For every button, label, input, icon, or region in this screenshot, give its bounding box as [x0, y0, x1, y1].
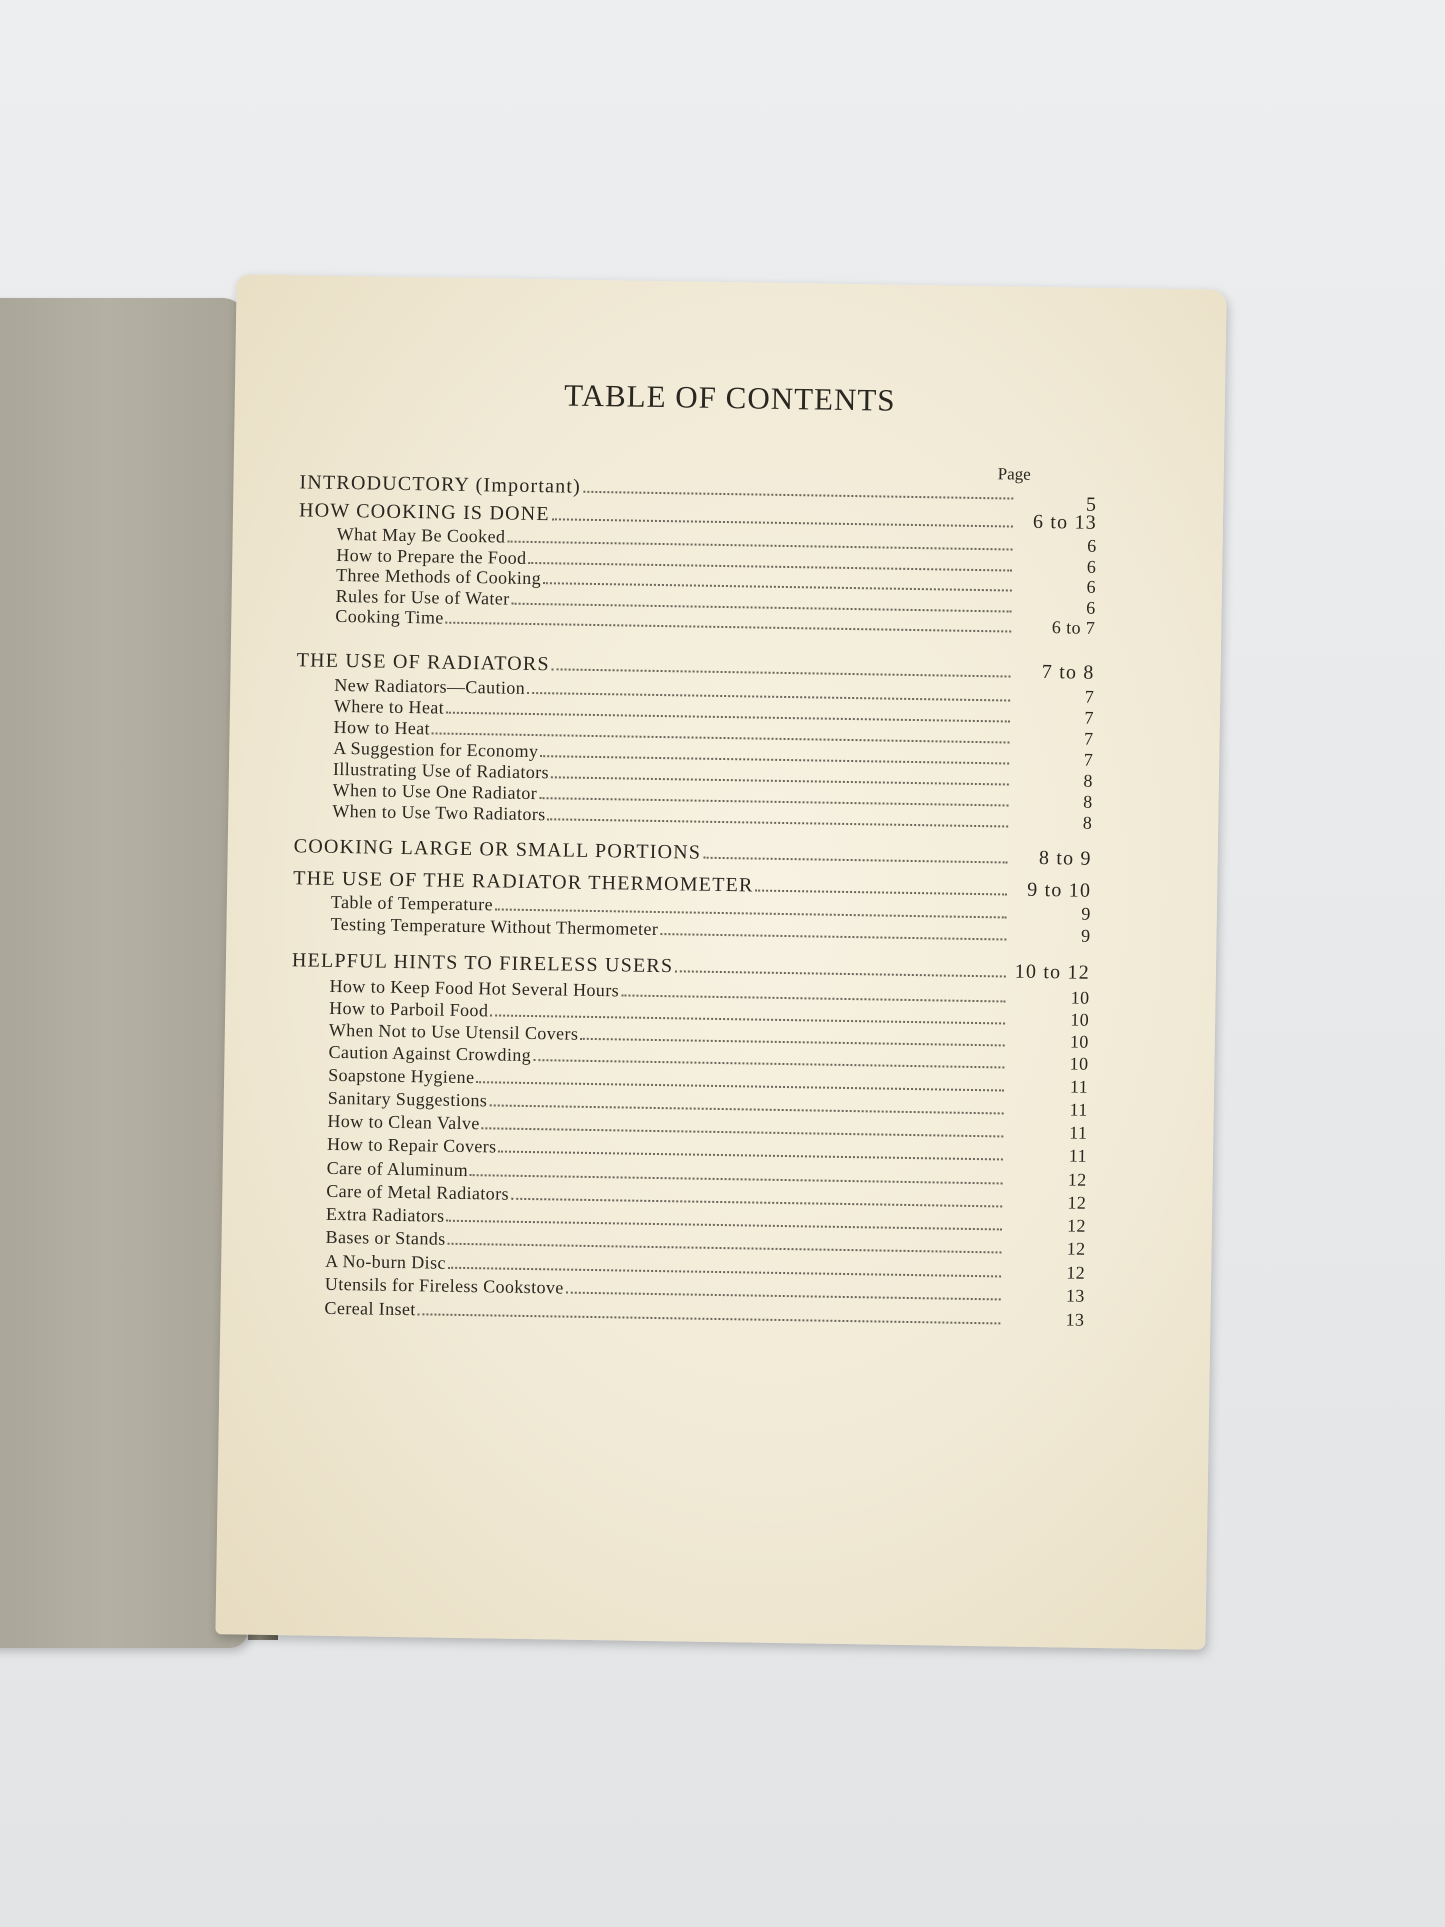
dot-leader — [566, 1292, 1001, 1301]
dot-leader — [548, 818, 1009, 827]
toc-entry-page: 6 — [1086, 597, 1096, 618]
toc-entry-label: New Radiators—Caution — [334, 674, 526, 698]
toc-entry-page: 10 to 12 — [1014, 960, 1091, 984]
dot-leader — [448, 1243, 1002, 1254]
dot-leader — [533, 1059, 1004, 1068]
toc-entry-label: When Not to Use Utensil Covers — [328, 1019, 579, 1044]
dot-leader — [660, 933, 1006, 940]
dot-leader — [511, 1198, 1002, 1208]
toc-entry-label: Care of Aluminum — [326, 1157, 469, 1181]
toc-entry-page: 11 — [1069, 1122, 1088, 1143]
toc-entry-label: Bases or Stands — [325, 1226, 446, 1249]
dot-leader — [552, 668, 1011, 677]
toc-entry-page: 9 to 10 — [1027, 878, 1092, 902]
page-title: TABLE OF CONTENTS — [563, 377, 896, 418]
toc-entry-label: How to Heat — [333, 716, 431, 739]
toc-entry-page: 9 — [1081, 903, 1091, 924]
toc-entry-label: How to Keep Food Hot Several Hours — [329, 975, 620, 1001]
toc-entry-page: 6 — [1086, 556, 1097, 577]
toc-entry-page: 7 — [1084, 707, 1095, 728]
toc-entry-page: 10 — [1069, 1053, 1089, 1074]
toc-entry-page: 8 — [1083, 770, 1094, 791]
table-of-contents — [215, 274, 1226, 1649]
dot-leader — [675, 970, 1006, 977]
toc-entry-page: 7 to 8 — [1041, 661, 1095, 684]
toc-entry-label: Cereal Inset — [324, 1297, 416, 1320]
toc-entry-page: 5 — [1085, 493, 1098, 516]
toc-entry-label: Three Methods of Cooking — [335, 564, 542, 589]
toc-entry-page: 7 — [1083, 728, 1094, 749]
dot-leader — [448, 1267, 1001, 1278]
toc-entry-page: 10 — [1070, 987, 1090, 1008]
toc-entry-page: 12 — [1066, 1215, 1087, 1236]
dot-leader — [703, 857, 1007, 864]
toc-entry-label: Utensils for Fireless Cookstove — [324, 1273, 564, 1298]
toc-entry-page: 7 — [1084, 686, 1095, 707]
toc-entry-label: Where to Heat — [333, 695, 445, 718]
toc-entry-page: 8 — [1082, 791, 1093, 812]
toc-entry-page: 8 to 9 — [1038, 846, 1092, 870]
toc-entry-label: A No-burn Disc — [325, 1250, 446, 1273]
toc-entry-page: 12 — [1066, 1238, 1086, 1259]
toc-entry-label: How to Repair Covers — [326, 1133, 497, 1157]
toc-entry-label: Extra Radiators — [325, 1203, 445, 1226]
toc-entry-label: Rules for Use of Water — [335, 585, 510, 609]
dot-leader — [498, 1151, 1002, 1161]
toc-entry-page: 8 — [1082, 812, 1093, 833]
dot-leader — [470, 1174, 1003, 1184]
contents-page — [215, 274, 1226, 1649]
toc-entry-label: How to Prepare the Food — [336, 544, 527, 568]
toc-entry-label: Caution Against Crowding — [328, 1041, 532, 1066]
toc-entry-label: THE USE OF RADIATORS — [296, 649, 550, 676]
toc-entry-label: HELPFUL HINTS TO FIRELESS USERS — [291, 949, 674, 978]
dot-leader — [552, 518, 1013, 527]
dot-leader — [446, 622, 1012, 633]
toc-entry-page: 10 — [1069, 1031, 1089, 1052]
toc-entry-label: Cooking Time — [335, 605, 444, 628]
toc-entry-page: 7 — [1083, 749, 1094, 770]
toc-entry — [294, 835, 1092, 871]
toc-entry-page: 13 — [1065, 1309, 1085, 1330]
toc-entry-page: 9 — [1080, 925, 1091, 946]
toc-entry-page: 6 — [1086, 576, 1097, 597]
toc-entry-label: When to Use Two Radiators — [332, 800, 546, 825]
toc-entry-page: 12 — [1067, 1169, 1087, 1190]
dot-leader — [476, 1081, 1004, 1091]
toc-entry-label: Care of Metal Radiators — [326, 1180, 510, 1204]
toc-entry-page: 10 — [1070, 1009, 1090, 1030]
toc-entry-page: 13 — [1065, 1285, 1085, 1306]
toc-entry-label: COOKING LARGE OR SMALL PORTIONS — [293, 835, 702, 864]
dot-leader — [482, 1127, 1004, 1137]
dot-leader — [755, 890, 1007, 896]
toc-entry-label: Table of Temperature — [330, 891, 494, 915]
toc-entry-label: Soapstone Hygiene — [328, 1064, 475, 1088]
toc-entry-page: 6 — [1087, 535, 1097, 556]
toc-entry-page: 12 — [1066, 1262, 1086, 1283]
booklet-back-cover — [0, 298, 248, 1648]
toc-entry-page: 12 — [1067, 1192, 1087, 1213]
dot-leader — [580, 1038, 1005, 1047]
dot-leader — [621, 994, 1005, 1002]
toc-entry-label: THE USE OF THE RADIATOR THERMOMETER — [293, 867, 754, 897]
toc-entry-label: When to Use One Radiator — [332, 779, 538, 804]
dot-leader — [446, 1220, 1001, 1231]
dot-leader — [418, 1313, 1001, 1324]
toc-entry-page: 11 — [1068, 1145, 1088, 1166]
toc-entry-label: Illustrating Use of Radiators — [332, 758, 550, 783]
toc-entry-page: 6 to 13 — [1032, 510, 1098, 534]
toc-entry-page: 11 — [1069, 1099, 1088, 1120]
dot-leader — [583, 491, 1013, 500]
toc-entry-label: Sanitary Suggestions — [327, 1087, 488, 1111]
toc-entry-label: What May Be Cooked — [336, 523, 506, 547]
toc-entry-label: A Suggestion for Economy — [333, 737, 539, 762]
dot-leader — [489, 1104, 1003, 1114]
toc-entry-label: How to Parboil Food — [329, 997, 489, 1021]
toc-entry-page: 6 to 7 — [1051, 617, 1096, 638]
toc-entry-label: INTRODUCTORY (Important) — [299, 471, 582, 498]
toc-entry-label: How to Clean Valve — [327, 1110, 480, 1134]
page-column-header: Page — [997, 464, 1031, 484]
toc-entry-label: HOW COOKING IS DONE — [298, 499, 550, 526]
toc-entry-label: Testing Temperature Without Thermometer — [330, 913, 659, 940]
toc-entry-page: 11 — [1069, 1076, 1089, 1097]
